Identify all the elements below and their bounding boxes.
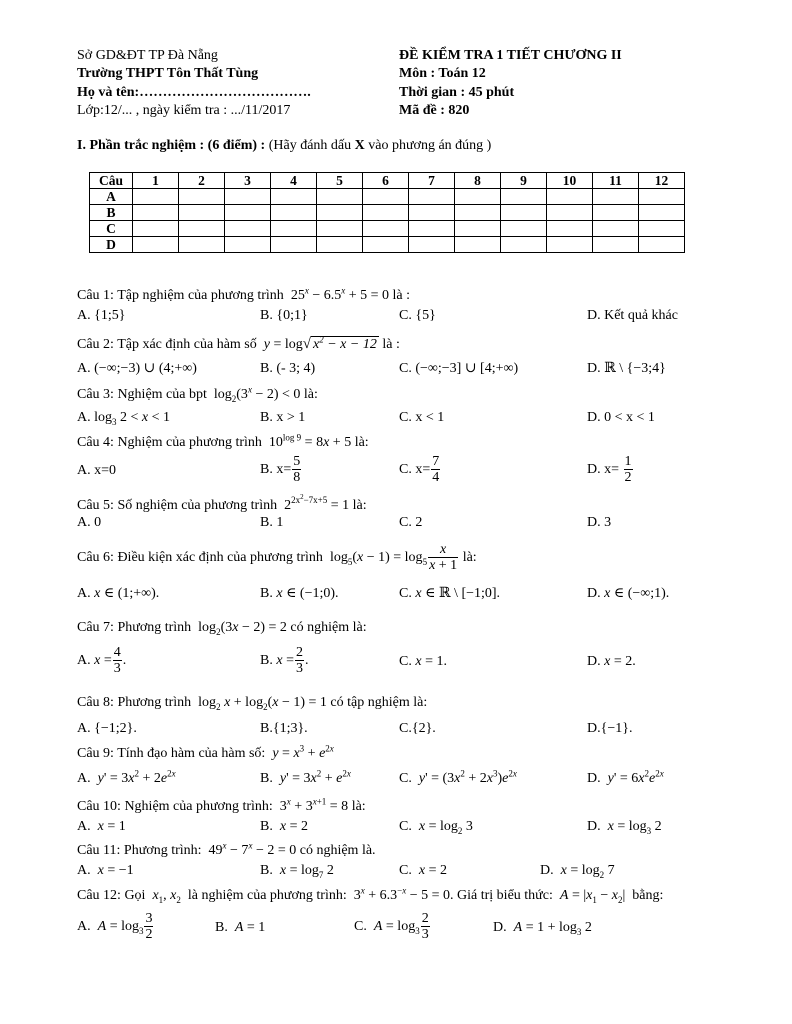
section-instruction-mark: X xyxy=(354,138,365,153)
q3-option-a: A. $\log_3 2 < x < 1$ xyxy=(77,410,171,427)
answer-cell[interactable] xyxy=(547,205,593,221)
q8-stem: Câu 8: Phương trình xyxy=(77,695,192,710)
q11-option-d: D. $x = \log_2 7$ xyxy=(540,863,615,880)
q10-stem: Câu 10: Nghiệm của phương trình: xyxy=(77,799,273,814)
section-heading xyxy=(77,137,491,154)
answer-cell[interactable] xyxy=(455,189,501,205)
q1-option-b: B. {0;1} xyxy=(260,308,308,323)
section-instruction-post: vào phương án đúng ) xyxy=(364,138,492,153)
col-11: 11 xyxy=(593,173,639,189)
q5-option-a: A. 0 xyxy=(77,515,102,530)
school-name: Trường THPT Tôn Thất Tùng xyxy=(77,66,259,81)
q6-option-a: A. x ∈ (1;+∞). xyxy=(77,586,160,601)
answer-cell[interactable] xyxy=(133,189,179,205)
answer-row-a xyxy=(90,189,685,205)
q11-option-c: C. x = 2 xyxy=(399,863,447,878)
q9-option-a: A. $y' = 3x^2 + 2e^{2x}$ xyxy=(77,768,176,786)
q10-equation: $3^x + 3^{x+1} = 8$ xyxy=(276,796,349,814)
answer-cell[interactable] xyxy=(409,205,455,221)
question-10 xyxy=(77,798,366,815)
answer-cell[interactable] xyxy=(593,221,639,237)
exam-subject: Môn : Toán 12 xyxy=(399,66,486,81)
answer-cell[interactable] xyxy=(455,205,501,221)
q9-equation: $y = x^3 + e^{2x}$ xyxy=(272,743,334,761)
q7-tail: có nghiệm là: xyxy=(290,620,367,635)
q12-vars: $x_1$, $x_2$ xyxy=(152,888,181,905)
q10-option-b: B. x = 2 xyxy=(260,819,308,834)
answer-cell[interactable] xyxy=(639,205,685,221)
answer-row-b xyxy=(90,205,685,221)
exam-title: ĐỀ KIỂM TRA 1 TIẾT CHƯƠNG II xyxy=(399,48,622,63)
answer-cell[interactable] xyxy=(225,221,271,237)
col-9: 9 xyxy=(501,173,547,189)
q1-equation: $25^x - 6.5^x + 5 = 0$ xyxy=(287,285,390,303)
answer-grid xyxy=(89,172,685,253)
answer-grid-corner: Câu xyxy=(90,173,133,189)
q2-option-a: A. (−∞;−3) ∪ (4;+∞) xyxy=(77,361,197,376)
exam-duration: Thời gian : 45 phút xyxy=(399,85,515,100)
q4-tail: là: xyxy=(354,435,369,450)
col-1: 1 xyxy=(133,173,179,189)
q4-stem: Câu 4: Nghiệm của phương trình xyxy=(77,435,262,450)
q1-option-c: C. {5} xyxy=(399,308,436,323)
q3-option-b: B. x > 1 xyxy=(260,410,306,425)
q9-stem: Câu 9: Tính đạo hàm của hàm số: xyxy=(77,746,266,761)
answer-cell[interactable] xyxy=(593,205,639,221)
q7-equation: $\log_2(3x - 2) = 2$ xyxy=(194,620,287,637)
q7-option-c: C. x = 1. xyxy=(399,654,447,669)
q11-option-b: B. $x = \log_7 2$ xyxy=(260,863,334,880)
section-title: I. Phần trắc nghiệm : (6 điểm) : xyxy=(77,138,266,153)
answer-row-d xyxy=(90,237,685,253)
q3-equation: $\log_2(3^x - 2) < 0$ xyxy=(210,384,301,404)
answer-cell[interactable] xyxy=(271,189,317,205)
q12-option-d: D. $A = 1 + \log_3 2$ xyxy=(493,920,592,937)
q9-option-d: D. $y' = 6x^2e^{2x}$ xyxy=(587,768,664,786)
q5-option-b: B. 1 xyxy=(260,515,284,530)
q12-expression: $A = |x_1 - x_2|$ xyxy=(559,888,629,905)
answer-cell[interactable] xyxy=(271,237,317,253)
question-1 xyxy=(77,287,410,304)
col-8: 8 xyxy=(455,173,501,189)
answer-cell[interactable] xyxy=(547,237,593,253)
q12-option-a: A. $A = \log_3$ $\frac{3}{2}$ xyxy=(77,911,153,942)
q10-option-a: A. x = 1 xyxy=(77,819,126,834)
q1-option-a: A. {1;5} xyxy=(77,308,126,323)
answer-cell[interactable] xyxy=(317,221,363,237)
q12-mid: là nghiệm của phương trình: xyxy=(187,888,347,903)
question-8 xyxy=(77,694,427,711)
answer-cell[interactable] xyxy=(179,221,225,237)
col-7: 7 xyxy=(409,173,455,189)
q8-tail: có tập nghiệm là: xyxy=(330,695,428,710)
q2-option-d: D. ℝ \ {−3;4} xyxy=(587,361,666,376)
q7-option-d: D. x = 2. xyxy=(587,654,636,669)
answer-grid-header xyxy=(90,173,685,189)
col-3: 3 xyxy=(225,173,271,189)
question-5 xyxy=(77,493,367,514)
q5-stem: Câu 5: Số nghiệm của phương trình xyxy=(77,498,278,513)
answer-cell[interactable] xyxy=(271,221,317,237)
answer-cell[interactable] xyxy=(409,237,455,253)
answer-cell[interactable] xyxy=(179,237,225,253)
q7-option-b: B. x = $\frac{2}{3}$ . xyxy=(260,645,309,676)
question-9 xyxy=(77,745,334,762)
q12-mid2: . Giá trị biểu thức: xyxy=(450,888,553,903)
q6-equation: $\log_5(x - 1) = \log_5$ xyxy=(326,550,428,567)
q1-option-d: D. Kết quả khác xyxy=(587,308,678,323)
row-label: B xyxy=(90,205,133,221)
class-date-field: Lớp:12/... , ngày kiểm tra : .../11/2017 xyxy=(77,103,291,118)
col-12: 12 xyxy=(639,173,685,189)
q3-tail: là: xyxy=(303,387,318,402)
q6-stem: Câu 6: Điều kiện xác định của phương trình xyxy=(77,550,323,565)
q3-option-c: C. x < 1 xyxy=(399,410,445,425)
answer-cell[interactable] xyxy=(179,189,225,205)
q11-stem: Câu 11: Phương trình: xyxy=(77,843,202,858)
answer-cell[interactable] xyxy=(225,237,271,253)
q10-option-c: C. $x = \log_2 3$ xyxy=(399,819,473,836)
row-label: C xyxy=(90,221,133,237)
answer-cell[interactable] xyxy=(363,221,409,237)
q8-option-d: D.{−1}. xyxy=(587,721,633,736)
answer-cell[interactable] xyxy=(501,189,547,205)
q4-option-d: D. x= $\frac{1}{2}$ xyxy=(587,454,632,485)
answer-cell[interactable] xyxy=(363,189,409,205)
question-11 xyxy=(77,842,376,859)
q5-equation: $2^{2x^2-7x+5} = 1$ xyxy=(280,493,350,513)
q10-option-d: D. $x = \log_3 2$ xyxy=(587,819,662,836)
q3-option-d: D. 0 < x < 1 xyxy=(587,410,655,425)
q12-option-b: B. A = 1 xyxy=(215,920,266,935)
q11-option-a: A. x = −1 xyxy=(77,863,134,878)
q2-equation: y = log√ $x^2 - x - 12$ xyxy=(263,334,377,352)
question-6: Câu 6: Điều kiện xác định của phương trình $\log_5(x - 1) = \log_5$ $\frac{x}{x + 1}$ là: xyxy=(77,542,477,573)
answer-cell[interactable] xyxy=(363,205,409,221)
q6-tail: là: xyxy=(462,550,477,565)
q11-equation: $49^x - 7^x - 2 = 0$ xyxy=(205,840,297,858)
q6-option-c: C. x ∈ ℝ \ [−1;0]. xyxy=(399,586,501,601)
answer-cell[interactable] xyxy=(133,205,179,221)
q1-tail: là : xyxy=(392,288,411,303)
answer-cell[interactable] xyxy=(133,221,179,237)
col-5: 5 xyxy=(317,173,363,189)
question-2 xyxy=(77,336,400,353)
q7-option-a: A. x = $\frac{4}{3}$ . xyxy=(77,645,127,676)
col-6: 6 xyxy=(363,173,409,189)
answer-cell[interactable] xyxy=(547,189,593,205)
answer-row-c xyxy=(90,221,685,237)
answer-cell[interactable] xyxy=(409,221,455,237)
school-department: Sở GD&ĐT TP Đà Nẵng xyxy=(77,48,218,63)
answer-cell[interactable] xyxy=(133,237,179,253)
question-12 xyxy=(77,887,663,904)
q12-tail: bằng: xyxy=(632,888,664,903)
section-instruction-pre: (Hãy đánh dấu xyxy=(268,138,355,153)
q12-equation: $3^x + 6.3^{-x} - 5 = 0$ xyxy=(350,885,451,903)
answer-cell[interactable] xyxy=(547,221,593,237)
q5-option-c: C. 2 xyxy=(399,515,423,530)
col-10: 10 xyxy=(547,173,593,189)
answer-cell[interactable] xyxy=(317,189,363,205)
answer-cell[interactable] xyxy=(409,189,455,205)
q2-stem: Câu 2: Tập xác định của hàm số xyxy=(77,337,257,352)
q8-equation: $\log_2 x + \log_2(x - 1) = 1$ xyxy=(194,695,327,712)
col-2: 2 xyxy=(179,173,225,189)
answer-cell[interactable] xyxy=(501,221,547,237)
q4-option-b: B. x= $\frac{5}{8}$ xyxy=(260,454,301,485)
answer-cell[interactable] xyxy=(225,205,271,221)
q6-option-d: D. x ∈ (−∞;1). xyxy=(587,586,670,601)
q4-equation: $10^{log 9} = 8x + 5$ xyxy=(265,432,352,450)
q7-stem: Câu 7: Phương trình xyxy=(77,620,192,635)
exam-code: Mã đề : 820 xyxy=(399,103,470,118)
answer-cell[interactable] xyxy=(317,205,363,221)
q9-option-c: C. $y' = (3x^2 + 2x^3)e^{2x}$ xyxy=(399,768,517,786)
answer-cell[interactable] xyxy=(225,189,271,205)
answer-cell[interactable] xyxy=(639,189,685,205)
answer-cell[interactable] xyxy=(179,205,225,221)
q8-option-b: B.{1;3}. xyxy=(260,721,308,736)
answer-cell[interactable] xyxy=(363,237,409,253)
student-name-field: Họ và tên:………………………………. xyxy=(77,85,311,100)
q2-option-c: C. (−∞;−3] ∪ [4;+∞) xyxy=(399,361,519,376)
q2-tail: là : xyxy=(382,337,400,352)
q8-option-a: A. {−1;2}. xyxy=(77,721,137,736)
answer-cell[interactable] xyxy=(639,237,685,253)
q4-option-a: A. x=0 xyxy=(77,463,117,478)
answer-cell[interactable] xyxy=(271,205,317,221)
q10-tail: là: xyxy=(351,799,366,814)
q1-stem: Câu 1: Tập nghiệm của phương trình xyxy=(77,288,284,303)
answer-cell[interactable] xyxy=(639,221,685,237)
question-3 xyxy=(77,386,318,403)
q8-option-c: C.{2}. xyxy=(399,721,436,736)
q12-option-c: C. $A = \log_3$ $\frac{2}{3}$ xyxy=(354,911,429,942)
answer-cell[interactable] xyxy=(501,205,547,221)
col-4: 4 xyxy=(271,173,317,189)
q3-stem: Câu 3: Nghiệm của bpt xyxy=(77,387,207,402)
q5-option-d: D. 3 xyxy=(587,515,612,530)
q11-tail: có nghiệm là. xyxy=(299,843,376,858)
q9-option-b: B. $y' = 3x^2 + e^{2x}$ xyxy=(260,768,351,786)
question-4 xyxy=(77,434,369,451)
answer-cell[interactable] xyxy=(455,237,501,253)
q12-stem: Câu 12: Gọi xyxy=(77,888,146,903)
q5-tail: là: xyxy=(352,498,367,513)
answer-cell[interactable] xyxy=(593,189,639,205)
answer-cell[interactable] xyxy=(501,237,547,253)
q4-option-c: C. x= $\frac{7}{4}$ xyxy=(399,454,440,485)
row-label: A xyxy=(90,189,133,205)
question-7 xyxy=(77,619,367,636)
answer-cell[interactable] xyxy=(593,237,639,253)
row-label: D xyxy=(90,237,133,253)
q6-option-b: B. x ∈ (−1;0). xyxy=(260,586,339,601)
answer-cell[interactable] xyxy=(317,237,363,253)
q2-option-b: B. (- 3; 4) xyxy=(260,361,316,376)
answer-cell[interactable] xyxy=(455,221,501,237)
